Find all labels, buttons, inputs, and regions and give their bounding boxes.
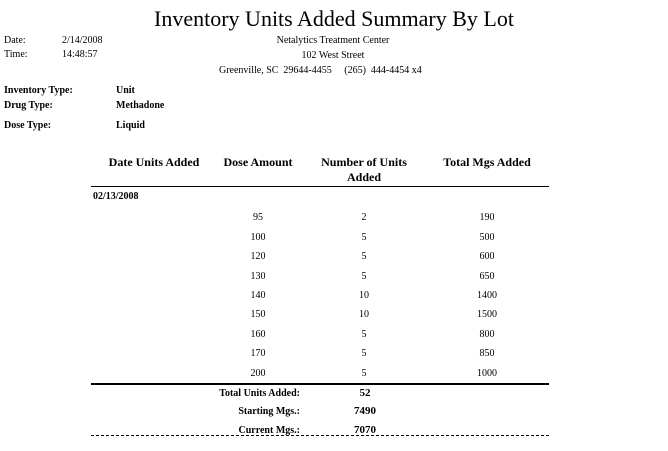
- units-cell: 10: [359, 309, 369, 320]
- mgs-cell: 1000: [477, 368, 497, 379]
- report-title: Inventory Units Added Summary By Lot: [154, 6, 514, 31]
- dose-cell: 100: [250, 232, 266, 243]
- header-rule: [91, 186, 549, 187]
- units-cell: 2: [361, 212, 367, 223]
- dose-cell: 95: [253, 212, 263, 223]
- address-line-1: 102 West Street: [301, 50, 365, 61]
- dose-cell: 170: [250, 348, 266, 359]
- header-total-mgs-added: Total Mgs Added: [443, 155, 531, 169]
- dose-type-label: Dose Type:: [4, 120, 52, 131]
- starting-mgs-value: 7490: [354, 405, 376, 417]
- group-date: 02/13/2008: [93, 191, 139, 202]
- dose-cell: 160: [250, 329, 266, 340]
- units-cell: 5: [361, 271, 367, 282]
- dose-cell: 200: [250, 368, 266, 379]
- inventory-type-label: Inventory Type:: [4, 85, 73, 96]
- totals-rule: [91, 383, 549, 385]
- mgs-cell: 500: [479, 232, 495, 243]
- current-mgs-label: Current Mgs.:: [238, 425, 300, 436]
- starting-mgs-label: Starting Mgs.:: [238, 406, 300, 417]
- header-dose-amount: Dose Amount: [223, 155, 293, 169]
- footer-dashed-rule: [91, 435, 549, 436]
- drug-type-label: Drug Type:: [4, 100, 53, 111]
- inventory-type-value: Unit: [116, 85, 135, 96]
- date-label: Date:: [4, 35, 26, 46]
- header-units-added-line2: Added: [346, 170, 381, 184]
- time-value: 14:48:57: [62, 49, 98, 60]
- dose-cell: 150: [250, 309, 266, 320]
- units-cell: 10: [359, 290, 369, 301]
- units-cell: 5: [361, 368, 367, 379]
- units-cell: 5: [361, 329, 367, 340]
- dose-cell: 130: [250, 271, 266, 282]
- units-cell: 5: [361, 251, 367, 262]
- mgs-cell: 190: [479, 212, 495, 223]
- mgs-cell: 800: [479, 329, 495, 340]
- mgs-cell: 600: [479, 251, 495, 262]
- dose-cell: 140: [250, 290, 266, 301]
- dose-cell: 120: [250, 251, 266, 262]
- total-units-label: Total Units Added:: [219, 388, 300, 399]
- dose-type-value: Liquid: [116, 120, 145, 131]
- address-line-2: Greenville, SC 29644-4455 (265) 444-4454 x4: [219, 65, 422, 76]
- mgs-cell: 850: [479, 348, 495, 359]
- mgs-cell: 1400: [477, 290, 497, 301]
- center-name: Netalytics Treatment Center: [276, 35, 390, 46]
- drug-type-value: Methadone: [116, 100, 165, 111]
- mgs-cell: 1500: [477, 309, 497, 320]
- units-cell: 5: [361, 348, 367, 359]
- date-value: 2/14/2008: [62, 35, 103, 46]
- units-cell: 5: [361, 232, 367, 243]
- mgs-cell: 650: [479, 271, 495, 282]
- time-label: Time:: [4, 49, 28, 60]
- current-mgs-value: 7070: [354, 424, 376, 436]
- header-date-units-added: Date Units Added: [108, 155, 200, 169]
- header-number-of-units: Number of Units: [321, 155, 407, 169]
- total-units-value: 52: [359, 387, 371, 399]
